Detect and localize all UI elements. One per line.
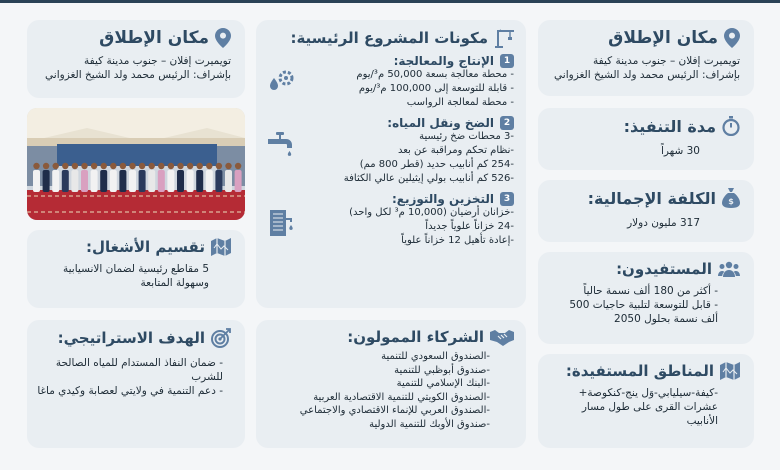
audience-figure [91,170,98,192]
location-line: تويميرت إفلان – جنوب مدينة كيفة [84,55,231,67]
areas-line: عشرات القرى على طول مسار [581,401,718,413]
section-number-badge: 1 [500,54,514,68]
partner-item: -صندوق الأوبك للتنمية الدولية [369,418,490,430]
audience-figure [71,170,78,192]
supervision-line: بإشراف: الرئيس محمد ولد الشيخ الغزواني [554,69,740,81]
audience-head [81,163,87,169]
audience-head [187,163,193,169]
audience-figure [139,170,146,192]
card-title: الشركاء الممولون: [347,328,484,346]
section-number-badge: 2 [500,116,514,130]
audience-figure [129,170,136,192]
audience-head [168,163,174,169]
card-title: المناطق المستفيدة: [565,362,714,380]
goal-item: - ضمان النفاذ المستدام للمياه الصالحة [55,357,223,369]
storage-section [268,192,514,248]
audience-head [110,163,116,169]
top-border [0,0,780,3]
audience-head [33,163,39,169]
svg-text:$: $ [728,197,734,206]
audience-figure [100,170,107,192]
areas-line: -كيفة-سيليابي-وَل ينج-كنكوصة+ [578,387,718,399]
audience-figure [119,170,126,192]
launch-location-card-left [27,20,245,98]
ceremony-photo [27,108,245,220]
audience-head [101,163,107,169]
audience-head [158,163,164,169]
audience-head [139,163,145,169]
card-title: الكلفة الإجمالية: [587,188,716,208]
map-icon [211,238,231,256]
list-item: -إعادة تأهيل 12 خزاناً علوياً [401,235,514,246]
location-line: تويميرت إفلان – جنوب مدينة كيفة [593,55,740,67]
goal-item: - دعم التنمية في ولايتي لعصابة وكيدي ماغا [37,385,223,397]
funding-partners-card [256,320,526,448]
card-title: المستفيدون: [616,260,712,278]
audience-head [72,163,78,169]
target-icon [211,328,231,348]
cost-value: 317 مليون دولار [627,217,700,229]
list-item: -3 محطات ضخ رئيسية [419,131,514,142]
works-line: 5 مقاطع رئيسية لضمان الانسيابية [62,263,209,275]
audience-head [177,163,183,169]
audience-head [235,163,241,169]
works-line: وسهولة المتابعة [140,277,209,289]
list-item: - محطة معالجة بسعة 50,000 م³/يوم [356,69,514,80]
beneficiaries-line: - قابل للتوسعة لتلبية حاجيات 500 [569,299,718,311]
location-pin-icon [215,28,231,48]
audience-head [91,163,97,169]
project-components-card [256,20,526,308]
audience-figure [167,170,174,192]
partner-item: -البنك الإسلامي للتنمية [396,378,490,390]
section-title: الضخ ونقل المياه: [387,116,494,130]
partner-item: -الصندوق العربي للإنماء الاقتصادي والاجتماعي [299,405,490,417]
works-division-card [27,230,245,308]
audience-figure [158,170,165,192]
partner-item: -صندوق أبوظبي للتنمية [394,364,490,376]
audience-head [206,163,212,169]
card-title: مكان الإطلاق [99,28,209,48]
audience-head [120,163,126,169]
audience-figure [177,170,184,192]
audience-figure [43,170,50,192]
beneficiaries-line: ألف نسمة بحلول 2050 [614,313,718,325]
partner-item: -الصندوق السعودي للتنمية [381,351,490,362]
list-item: -24 خزاناً علوياً جديداً [425,221,514,232]
audience-figure [225,170,232,192]
benefiting-areas-card [538,354,754,448]
audience-figure [148,170,155,192]
strategic-goal-card [27,320,245,448]
audience-figure [235,170,242,192]
stopwatch-icon [722,116,740,136]
audience-figure [81,170,88,192]
list-item: -خزانان أرضيان (10,000 م³ لكل واحد) [349,207,514,218]
water-tower-icon [268,206,294,240]
areas-line: الأنابيب [686,415,718,427]
audience-head [62,163,68,169]
audience-head [225,163,231,169]
cost-card [538,180,754,242]
launch-location-card-right [538,20,754,96]
list-item: -526 كم أنابيب بولي إيثيلين عالي الكثافة [343,173,514,184]
pumping-section [268,116,514,186]
list-item: - محطة لمعالجة الرواسب [406,97,514,108]
audience-figure [33,170,40,192]
audience-head [149,163,155,169]
list-item: -نظام تحكم ومراقبة عن بعد [397,145,514,156]
audience-figure [215,170,222,192]
list-item: - قابلة للتوسعة إلى 100,000 م³/يوم [358,83,514,94]
crane-icon [494,28,514,48]
audience-head [43,163,49,169]
audience-figure [62,170,69,192]
audience-figure [187,170,194,192]
map-icon [720,362,740,380]
people-icon [718,261,740,277]
audience-head [129,163,135,169]
list-item: -254 كم أنابيب حديد (قطر 800 مم) [359,159,514,170]
audience-head [53,163,59,169]
audience-figure [110,170,117,192]
card-title: مدة التنفيذ: [623,116,716,136]
audience-head [197,163,203,169]
card-title: تقسيم الأشغال: [86,238,205,256]
duration-value: 30 شهراً [660,145,700,157]
goal-item: للشرب [191,371,223,383]
section-title: التخزين والتوزيع: [391,192,494,206]
section-number-badge: 3 [500,192,514,206]
audience-figure [206,170,213,192]
location-pin-icon [724,28,740,48]
card-title: مكان الإطلاق [608,28,718,48]
duration-card [538,108,754,170]
beneficiaries-card [538,252,754,344]
gears-water-icon [268,68,294,96]
faucet-icon [268,130,294,160]
audience-figure [52,170,59,192]
audience-figure [196,170,203,192]
audience-head [216,163,222,169]
beneficiaries-line: - أكثر من 180 ألف نسمة حالياً [583,285,718,297]
section-title: الإنتاج والمعالجة: [393,54,494,68]
production-section [268,54,514,110]
money-bag-icon [722,188,740,208]
supervision-line: بإشراف: الرئيس محمد ولد الشيخ الغزواني [45,69,231,81]
handshake-icon [490,328,514,346]
card-title: مكونات المشروع الرئيسية: [290,29,488,47]
card-title: الهدف الاستراتيجي: [57,329,205,347]
partner-item: -الصندوق الكويتي للتنمية الاقتصادية العربية [313,391,490,403]
